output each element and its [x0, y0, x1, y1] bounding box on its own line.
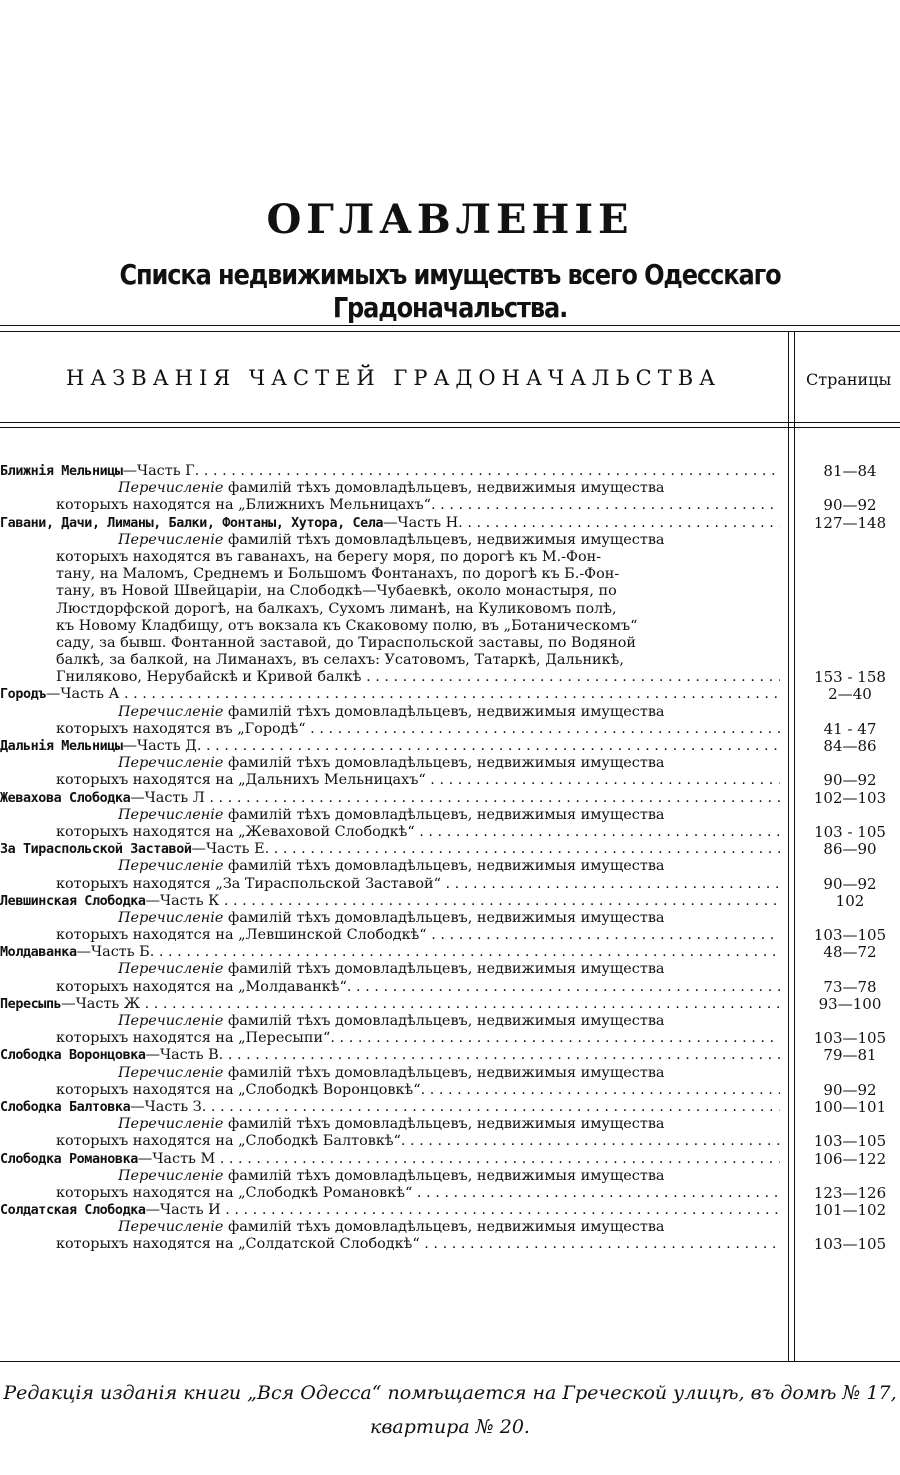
toc-entry-part: —Часть Е. — [191, 841, 270, 858]
toc-entry-row — [0, 790, 900, 807]
toc-sub-line — [56, 618, 780, 635]
toc-entry-pages: 127—148 — [813, 513, 887, 532]
toc-entries — [0, 463, 900, 1254]
toc-entry-pages: 48—72 — [823, 943, 877, 962]
toc-sub-text: которыхъ находятся на „Левшинской Слободкѣ“ — [56, 927, 427, 944]
toc-sub-row — [0, 618, 900, 635]
toc-sub-row — [0, 755, 900, 772]
header-bottom-rule — [0, 422, 900, 423]
toc-sub-row — [0, 858, 900, 875]
toc-sub-prefix: Перечисленiе — [118, 1167, 224, 1184]
toc-sub-text: фамилiй тѣхъ домовладѣльцевъ, недвижимыя имущества — [227, 1167, 665, 1184]
toc-sub-row — [0, 910, 900, 927]
toc-entry-name: Ближнiя Мельницы — [0, 464, 123, 479]
toc-sub-text: фамилiй тѣхъ домовладѣльцевъ, недвижимыя имущества — [227, 531, 665, 548]
toc-sub-row — [0, 1030, 900, 1047]
toc-sub-pages: 103—105 — [813, 1132, 887, 1151]
toc-sub-row — [0, 961, 900, 978]
toc-sub-prefix: Перечисленiе — [118, 1013, 224, 1029]
toc-sub-prefix: Перечисленiе — [118, 909, 224, 926]
toc-sub-row — [0, 601, 900, 618]
toc-sub-text: фамилiй тѣхъ домовладѣльцевъ, недвижимыя имущества — [227, 755, 665, 772]
toc-entry-pages: 81—84 — [823, 462, 877, 480]
toc-sub-text: которыхъ находятся на „Пересыпи“. — [56, 1030, 335, 1047]
toc-entry-name: Слободка Романовка — [0, 1151, 138, 1167]
toc-sub-line — [118, 755, 780, 772]
toc-entry-part: —Часть Л — [130, 789, 205, 806]
toc-entry-pages: 84—86 — [823, 737, 877, 755]
toc-entry-part: —Часть А — [45, 686, 120, 703]
toc-sub-text: Люстдорфской дорогѣ, на балкахъ, Сухомъ лиманѣ, на Куликовомъ полѣ, — [56, 600, 617, 617]
toc-sub-text: которыхъ находятся на „Слободкѣ Воронцовкѣ“. — [56, 1081, 426, 1098]
toc-sub-text: саду, за бывш. Фонтанной заставой, до Тираспольской заставы, по Водяной — [56, 634, 636, 651]
toc-sub-line — [56, 652, 780, 669]
toc-sub-row — [0, 583, 900, 600]
toc-entry-name: Дальнiя Мельницы — [0, 739, 123, 754]
toc-sub-text: которыхъ находятся на „Ближнихъ Мельницахъ“. — [56, 497, 436, 514]
toc-sub-text: фамилiй тѣхъ домовладѣльцевъ, недвижимыя имущества — [227, 858, 665, 875]
toc-sub-line — [118, 961, 780, 978]
toc-entry-name: Городъ — [0, 687, 46, 703]
toc-sub-row — [0, 1065, 900, 1082]
toc-sub-row — [0, 549, 900, 566]
header-top-rule — [0, 325, 900, 326]
toc-entry-part: —Часть Д. — [122, 738, 202, 754]
toc-sub-line — [56, 635, 780, 652]
toc-sub-text: которыхъ находятся на „Молдаванкѣ“. — [56, 978, 352, 995]
toc-sub-text: которыхъ находятся въ гаванахъ, на берегу моря, по дорогѣ къ М.-Фон- — [56, 548, 602, 565]
toc-entry-part: —Часть К — [145, 892, 220, 909]
toc-entry-part: —Часть Н. — [383, 514, 463, 531]
toc-sub-prefix: Перечисленiе — [118, 1064, 224, 1081]
toc-sub-line — [118, 910, 780, 927]
toc-sub-prefix: Перечисленiе — [118, 480, 224, 497]
toc-sub-row — [0, 480, 900, 497]
toc-sub-text: фамилiй тѣхъ домовладѣльцевъ, недвижимыя имущества — [227, 909, 665, 926]
toc-sub-prefix: Перечисленiе — [118, 806, 224, 823]
names-column-header: НАЗВАНIЯ ЧАСТЕЙ ГРАДОНАЧАЛЬСТВА — [66, 366, 722, 390]
toc-sub-line — [118, 858, 780, 875]
toc-entry-line — [0, 1151, 780, 1168]
toc-sub-line — [56, 549, 780, 566]
toc-sub-text: фамилiй тѣхъ домовладѣльцевъ, недвижимыя имущества — [227, 961, 665, 978]
toc-entry-part: —Часть Б. — [76, 944, 155, 961]
toc-entry-line — [0, 1099, 780, 1116]
toc-sub-row — [0, 635, 900, 652]
page-subtitle: Списка недвижимыхъ имуществъ всего Одесскаго Градоначальства. — [119, 258, 781, 324]
toc-sub-text: фамилiй тѣхъ домовладѣльцевъ, недвижимыя имущества — [227, 806, 665, 823]
toc-entry-name: Гавани, Дачи, Лиманы, Балки, Фонтаны, Хутора, Села — [0, 515, 384, 531]
toc-entry-part: —Часть М — [137, 1150, 216, 1167]
toc-sub-text: балкѣ, за балкой, на Лиманахъ, въ селахъ: Усатовомъ, Татаркѣ, Дальникѣ, — [56, 652, 624, 669]
toc-entry-row — [0, 1099, 900, 1116]
toc-sub-row — [0, 979, 900, 996]
toc-sub-row — [0, 927, 900, 944]
toc-sub-pages: 103—105 — [813, 1235, 887, 1254]
toc-sub-prefix: Перечисленiе — [118, 703, 224, 720]
toc-sub-text: которыхъ находятся „За Тираспольской Заставой“ — [56, 875, 441, 892]
toc-entry-row — [0, 893, 900, 910]
toc-sub-prefix: Перечисленiе — [118, 1219, 224, 1236]
toc-entry-name: Солдатская Слободка — [0, 1203, 146, 1219]
toc-entry-row — [0, 1047, 900, 1064]
toc-sub-line — [56, 601, 780, 618]
header-bottom-rule-2 — [0, 427, 900, 428]
footer-line-2: квартира № 20. — [370, 1416, 530, 1438]
toc-sub-text: тану, на Маломъ, Среднемъ и Большомъ Фонтанахъ, по дорогѣ къ Б.-Фон- — [56, 566, 620, 583]
toc-sub-text: которыхъ находятся на „Слободкѣ Романовкѣ“ — [56, 1184, 413, 1201]
toc-sub-line — [56, 824, 780, 841]
toc-sub-text: которыхъ находятся на „Жеваховой Слободкѣ“ — [56, 823, 415, 840]
toc-sub-line — [56, 497, 780, 514]
toc-entry-row — [0, 841, 900, 858]
pages-column-header: Страницы — [806, 370, 892, 389]
toc-entry-row — [0, 463, 900, 480]
toc-entry-line — [0, 1202, 780, 1219]
toc-sub-prefix: Перечисленiе — [118, 755, 224, 772]
toc-sub-row — [0, 532, 900, 549]
toc-sub-line — [118, 1065, 780, 1082]
toc-sub-text: которыхъ находятся въ „Городѣ“ — [56, 720, 306, 737]
toc-sub-row — [0, 652, 900, 669]
toc-sub-pages: 73—78 — [823, 977, 877, 996]
toc-entry-line — [0, 893, 780, 910]
toc-sub-line — [56, 876, 780, 893]
toc-sub-line — [118, 1013, 780, 1030]
toc-sub-line — [118, 1219, 780, 1236]
toc-sub-row — [0, 669, 900, 686]
toc-entry-name: Молдаванка — [0, 945, 77, 961]
toc-sub-line — [56, 979, 780, 996]
toc-entry-pages: 101—102 — [813, 1201, 887, 1220]
toc-sub-pages: 41 - 47 — [823, 719, 877, 738]
toc-sub-row — [0, 1219, 900, 1236]
toc-entry-name: Слободка Воронцовка — [0, 1048, 146, 1064]
toc-sub-row — [0, 1133, 900, 1150]
toc-sub-text: къ Новому Кладбищу, отъ вокзала къ Скаковому полю, въ „Ботаническомъ“ — [56, 617, 638, 634]
toc-sub-pages: 103—105 — [813, 926, 887, 945]
toc-sub-row — [0, 566, 900, 583]
toc-sub-text: фамилiй тѣхъ домовладѣльцевъ, недвижимыя имущества — [227, 703, 665, 720]
toc-entry-row — [0, 944, 900, 961]
toc-entry-part: —Часть З. — [130, 1098, 207, 1115]
toc-entry-part: —Часть Ж — [61, 995, 140, 1012]
toc-sub-pages: 90—92 — [823, 874, 877, 893]
toc-entry-name: Слободка Балтовка — [0, 1099, 131, 1115]
toc-sub-row — [0, 772, 900, 789]
toc-sub-text: фамилiй тѣхъ домовладѣльцевъ, недвижимыя имущества — [227, 480, 665, 497]
toc-sub-row — [0, 1168, 900, 1185]
toc-sub-line — [118, 1116, 780, 1133]
toc-sub-pages: 90—92 — [823, 771, 877, 790]
toc-entry-line — [0, 790, 780, 807]
toc-entry-name: Жевахова Слободка — [0, 790, 131, 806]
toc-sub-row — [0, 1185, 900, 1202]
toc-entry-row — [0, 1202, 900, 1219]
toc-entry-name: Пересыпь — [0, 996, 62, 1012]
toc-sub-pages: 90—92 — [823, 1080, 877, 1099]
toc-entry-name: За Тираспольской Заставой — [0, 842, 192, 858]
toc-sub-row — [0, 1116, 900, 1133]
toc-entry-pages: 102 — [835, 891, 865, 910]
toc-sub-line — [56, 566, 780, 583]
toc-entry-pages: 79—81 — [823, 1046, 877, 1065]
toc-sub-line — [56, 1236, 780, 1253]
toc-sub-row — [0, 1236, 900, 1253]
toc-sub-line — [56, 1082, 780, 1099]
toc-sub-line — [56, 1133, 780, 1150]
toc-sub-row — [0, 1013, 900, 1030]
toc-sub-text: которыхъ находятся на „Слободкѣ Балтовкѣ“. — [56, 1133, 406, 1150]
toc-entry-pages: 102—103 — [813, 788, 887, 807]
toc-sub-line — [118, 1168, 780, 1185]
toc-entry-line — [0, 944, 780, 961]
toc-entry-line — [0, 996, 780, 1013]
toc-sub-row — [0, 824, 900, 841]
toc-sub-text: фамилiй тѣхъ домовладѣльцевъ, недвижимыя имущества — [227, 1064, 665, 1081]
toc-sub-line — [56, 721, 780, 738]
toc-sub-text: Гниляково, Нерубайскѣ и Кривой балкѣ — [56, 669, 362, 686]
page-title: ОГЛАВЛЕНIЕ — [266, 196, 634, 243]
toc-entry-line — [0, 841, 780, 858]
toc-entry-row — [0, 515, 900, 532]
toc-entry-line — [0, 515, 780, 532]
toc-sub-pages: 90—92 — [823, 496, 877, 515]
toc-sub-pages: 103 - 105 — [814, 822, 886, 841]
toc-sub-line — [118, 532, 780, 549]
toc-sub-line — [118, 704, 780, 721]
toc-entry-line — [0, 463, 780, 480]
toc-entry-line — [0, 738, 780, 755]
toc-sub-text: фамилiй тѣхъ домовладѣльцевъ, недвижимыя имущества — [227, 1116, 665, 1133]
toc-sub-text: которыхъ находятся на „Солдатской Слободкѣ“ — [56, 1236, 420, 1253]
toc-sub-text: фамилiй тѣхъ домовладѣльцевъ, недвижимыя имущества — [227, 1219, 665, 1236]
toc-sub-line — [56, 583, 780, 600]
footer-note — [0, 1376, 900, 1444]
toc-sub-prefix: Перечисленiе — [118, 858, 224, 875]
toc-sub-text: фамилiй тѣхъ домовладѣльцевъ, недвижимыя имущества — [227, 1013, 665, 1029]
toc-sub-line — [56, 1185, 780, 1202]
toc-entry-row — [0, 686, 900, 703]
toc-entry-part: —Часть В. — [145, 1047, 224, 1064]
toc-sub-row — [0, 497, 900, 514]
toc-sub-prefix: Перечисленiе — [118, 1116, 224, 1133]
toc-sub-prefix: Перечисленiе — [118, 961, 224, 978]
toc-sub-row — [0, 704, 900, 721]
toc-entry-pages: 93—100 — [818, 994, 882, 1013]
toc-entry-row — [0, 738, 900, 755]
toc-sub-row — [0, 721, 900, 738]
toc-sub-pages: 123—126 — [813, 1183, 887, 1202]
toc-sub-pages: 153 - 158 — [814, 668, 886, 687]
toc-sub-prefix: Перечисленiе — [118, 531, 224, 548]
toc-sub-row — [0, 807, 900, 824]
toc-sub-row — [0, 876, 900, 893]
toc-entry-line — [0, 1047, 780, 1064]
toc-sub-row — [0, 1082, 900, 1099]
toc-sub-text: которыхъ находятся на „Дальнихъ Мельницахъ“ — [56, 772, 426, 789]
toc-entry-line — [0, 686, 780, 703]
toc-entry-name: Левшинская Слободка — [0, 893, 146, 909]
toc-entry-pages: 2—40 — [828, 685, 872, 704]
toc-sub-line — [56, 927, 780, 944]
toc-entry-pages: 100—101 — [813, 1097, 887, 1116]
footer-rule — [0, 1361, 900, 1362]
toc-entry-row — [0, 996, 900, 1013]
toc-sub-line — [118, 807, 780, 824]
toc-entry-pages: 106—122 — [813, 1149, 887, 1168]
header-top-rule-2 — [0, 331, 900, 332]
toc-entry-part: —Часть Г. — [122, 463, 200, 479]
footer-line-1: Редакцiя изданiя книги „Вся Одесса“ помѣщается на Греческой улицѣ, въ домѣ № 17, — [3, 1382, 897, 1404]
toc-sub-line — [118, 480, 780, 497]
toc-sub-line — [56, 1030, 780, 1047]
toc-sub-line — [56, 772, 780, 789]
toc-sub-text: тану, въ Новой Швейцарiи, на Слободкѣ—Чубаевкѣ, около монастыря, по — [56, 583, 617, 600]
toc-entry-row — [0, 1151, 900, 1168]
toc-entry-pages: 86—90 — [823, 840, 877, 859]
toc-entry-part: —Часть И — [145, 1202, 221, 1219]
toc-sub-line — [56, 669, 780, 686]
toc-sub-pages: 103—105 — [813, 1029, 887, 1048]
